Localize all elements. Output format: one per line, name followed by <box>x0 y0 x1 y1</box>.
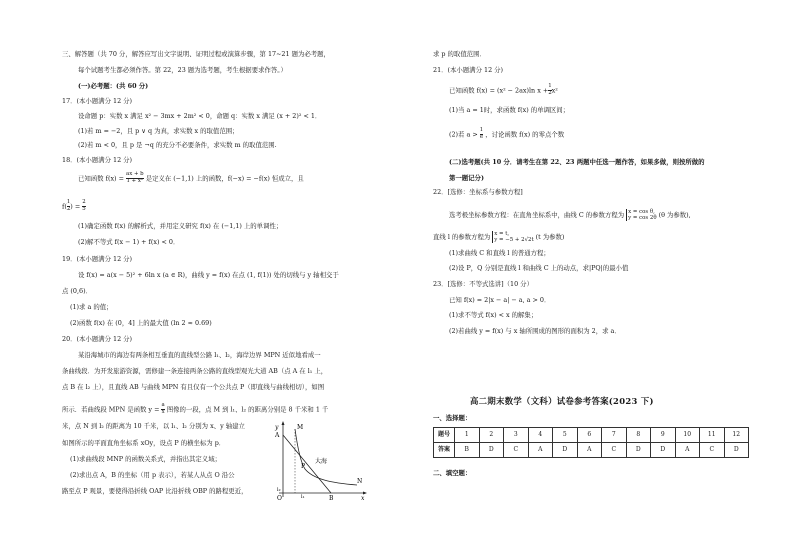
coordinate-figure <box>271 421 367 501</box>
q21-title: 21．(本小题满分 12 分) <box>433 66 504 74</box>
q18-cond-num2: 2 <box>82 199 86 205</box>
q20-fraction <box>161 403 164 416</box>
label-p: P <box>301 463 306 470</box>
q21-text <box>449 84 558 97</box>
table-cell-answer: A <box>577 443 602 458</box>
q20-part2-cont: 路至点 P 观景，要使得沿折线 OAP 比沿折线 OBP 的路程更近， <box>62 487 248 495</box>
right-column <box>397 0 794 549</box>
q18-title: 18．(本小题满分 12 分) <box>62 156 133 164</box>
q20-part2-end: 求 p 的取值范围． <box>433 50 486 58</box>
q19-part1: (1)求 a 的值； <box>70 303 113 311</box>
q18-cond-num: 1 <box>66 199 71 205</box>
q17-part2: (2)若 m < 0，且 p 是 ¬q 的充分不必要条件，求实数 m 的取值范围. <box>78 141 277 149</box>
optional-header: (二)选考题(共 10 分．请考生在第 22、23 两题中任选一题作答，如果多做，则按所做的 <box>449 158 705 166</box>
q22-line1-b: (θ 为参数), <box>658 211 691 220</box>
q20-line4 <box>62 403 328 416</box>
q20-frac-num: a <box>161 402 165 408</box>
q20-part1: (1)求曲线段 MNP 的函数关系式，并指出其定义域； <box>70 455 221 463</box>
q18-text-a: 已知函数 f(x) = <box>78 174 124 183</box>
label-n: N <box>357 478 363 485</box>
q19-part2: (2)函数 f(x) 在 (0，4] 上的最大值 (ln 2 ≈ 0.69) <box>70 319 212 327</box>
q22-line2-a: 直线 l 的参数方程为 <box>433 233 491 242</box>
answer-table-header-label: 题号 <box>434 428 455 443</box>
q22-line1 <box>449 209 691 221</box>
q18-condition <box>62 200 86 213</box>
q18-part2: (2)解不等式 f(x − 1) + f(x) < 0． <box>78 238 180 246</box>
q18-cond-a: f( <box>62 202 67 211</box>
q17-part1: (1)若 m = −2，且 p ∨ q 为真，求实数 x 的取值范围； <box>78 127 239 135</box>
q22-title: 22．[选修：坐标系与参数方程] <box>433 188 523 196</box>
q17-title: 17．(本小题满分 12 分) <box>62 97 133 105</box>
q20-line5: 米，点 N 到 l₂ 的距离为 10 千米，以 l₁、l₂ 分别为 x、y 轴建立 <box>62 422 245 430</box>
label-m: M <box>297 424 304 431</box>
q21-part2-fraction <box>480 128 483 141</box>
q21-part2-b: ，讨论函数 f(x) 的零点个数 <box>485 130 565 139</box>
q21-part2 <box>449 128 564 141</box>
q20-line2: 条曲线段．为开发旅游资源，需修建一条连接两条公路的直线型观光大道 AB（点 A 在 l₁ 上， <box>62 367 328 375</box>
q22-sys1: x = cos θ, <box>628 209 655 215</box>
table-cell-answer: D <box>553 443 578 458</box>
q22-line1-a: 选考极坐标参数方程：在直角坐标系中，曲线 C 的参数方程为 <box>449 211 625 220</box>
q22-sys3: x = t, <box>494 231 510 237</box>
q20-part2: (2)求出点 A，B 的坐标（用 p 表示），若某人从点 O 沿公 <box>70 471 235 479</box>
q20-title: 20．(本小题满分 12 分) <box>62 335 133 343</box>
q22-line-system <box>492 231 533 243</box>
q19-title: 19．(本小题满分 12 分) <box>62 255 133 263</box>
table-cell-answer: D <box>626 443 651 458</box>
q20-line1: 某沿海城市的海边有两条相互垂直的直线型公路 l₁、l₂，海岸边界 MPN 近似地看成一 <box>78 351 321 359</box>
label-l1: l₁ <box>301 494 305 500</box>
q21-part1: (1)当 a = 1时，求函数 f(x) 的单调区间； <box>449 106 570 114</box>
q21-part2-den: e <box>479 133 484 140</box>
table-cell-num: 6 <box>577 428 602 443</box>
q18-cond-frac2 <box>82 200 85 213</box>
q19-text-cont: 点 (0,6)． <box>62 287 92 295</box>
answer-table-answer-label: 答案 <box>434 443 455 458</box>
table-cell-num: 5 <box>553 428 578 443</box>
q20-line3: 点 B 在 l₂ 上），且直线 AB 与曲线 MPN 有且仅有一个公共点 P（即直线与曲线相切），如图 <box>62 383 325 391</box>
q23-part2: (2)若曲线 y = f(x) 与 x 轴所围成的图形的面积为 2，求 a． <box>449 327 621 335</box>
q19-text: 设 f(x) = a(x − 5)² + 6ln x (a ∈ R)，曲线 y = f(x) 在点 (1, f(1)) 处的切线与 y 轴相交于 <box>78 271 339 279</box>
table-cell-answer: A <box>528 443 553 458</box>
q21-text-a: 已知函数 f(x) = (x² − 2ax)ln x + <box>449 86 549 95</box>
coast-curve <box>295 429 357 485</box>
label-y: y <box>275 424 279 431</box>
q18-cond-b: ) = <box>70 202 81 211</box>
q21-part2-num: 1 <box>479 127 484 133</box>
answer-table-numbers-row <box>434 428 749 443</box>
q18-cond-den: 2 <box>66 205 71 212</box>
q23-title: 23．[选修：不等式选讲]（10 分） <box>433 280 533 288</box>
label-b: B <box>329 495 334 501</box>
q22-line2-b: (t 为参数) <box>535 233 565 242</box>
table-cell-num: 10 <box>675 428 700 443</box>
table-cell-answer: D <box>724 443 749 458</box>
q23-part1: (1)求不等式 f(x) < x 的解集； <box>449 311 538 319</box>
label-l2: l₂ <box>277 487 281 493</box>
table-cell-answer: B <box>455 443 480 458</box>
table-cell-num: 7 <box>602 428 627 443</box>
table-cell-num: 8 <box>626 428 651 443</box>
table-cell-answer: A <box>675 443 700 458</box>
table-cell-num: 1 <box>455 428 480 443</box>
q20-line6: 如图所示的平面直角坐标系 xOy，设点 P 的横坐标为 p． <box>62 439 226 447</box>
section3-header: 三、解答题（共 70 分，解答应写出文字说明、证明过程或演算步骤，第 17~21 题为必考题， <box>62 50 330 58</box>
y-axis-arrow <box>282 421 285 425</box>
q21-frac-den: 2 <box>548 89 552 96</box>
table-cell-num: 9 <box>651 428 676 443</box>
table-cell-num: 12 <box>724 428 749 443</box>
label-o: O <box>277 495 282 501</box>
q22-sys2: y = cos 2θ <box>628 215 657 222</box>
table-cell-num: 11 <box>700 428 725 443</box>
answer-section2: 二、填空题： <box>433 469 472 477</box>
q18-cond-den2: 5 <box>82 205 86 212</box>
table-cell-num: 2 <box>479 428 504 443</box>
q18-frac-den: 1 + x² <box>126 177 144 184</box>
q22-part2: (2)设 P，Q 分别是直线 l 和曲线 C 上的动点，求|PQ|的最小值 <box>449 264 629 272</box>
q22-curve-system <box>626 209 656 221</box>
table-cell-answer: C <box>700 443 725 458</box>
q22-part1: (1)求曲线 C 和直线 l 的普通方程； <box>449 249 550 257</box>
table-cell-num: 4 <box>528 428 553 443</box>
table-cell-answer: D <box>479 443 504 458</box>
q22-line2 <box>433 231 564 243</box>
answer-key-title: 高二期末数学（文科）试卷参考答案(2023 下) <box>470 396 654 406</box>
q20-frac-den: x <box>161 408 165 415</box>
q18-text <box>78 172 304 185</box>
label-sea: 大海 <box>315 458 328 465</box>
answer-section1: 一、选择题： <box>433 414 472 422</box>
q18-frac-num: ax + b <box>125 171 144 177</box>
q22-sys4: y = −5 + 2√2t <box>494 237 534 244</box>
answer-table-answers-row <box>434 443 749 458</box>
table-cell-num: 3 <box>504 428 529 443</box>
q18-part1: (1)确定函数 f(x) 的解析式，并用定义研究 f(x) 在 (−1,1) 上的单调性； <box>78 222 283 230</box>
answer-table <box>433 427 749 458</box>
table-cell-answer: C <box>602 443 627 458</box>
optional-header-cont: 第一题记分) <box>449 174 484 182</box>
q23-text: 已知 f(x) = 2|x − a| − a, a > 0． <box>449 296 551 304</box>
q21-part2-a: (2)若 a > <box>449 130 478 139</box>
required-title: (一)必考题：(共 60 分) <box>78 82 149 90</box>
q20-line4-b: 图像的一段，点 M 到 l₁、l₂ 的距离分别是 8 千米和 1 千 <box>166 405 329 414</box>
table-cell-answer: D <box>651 443 676 458</box>
q17-text: 设命题 p：实数 x 满足 x² − 3mx + 2m² < 0，命题 q：实数 x 满足 (x + 2)² < 1． <box>78 112 322 120</box>
q20-line4-a: 所示．若曲线段 MPN 是函数 y = <box>62 405 160 414</box>
label-a: A <box>275 432 280 439</box>
q21-frac-num: 1 <box>548 83 552 89</box>
label-x: x <box>361 495 365 501</box>
section3-header-cont: 每个试题考生都必须作答。第 22，23 题为选考题，考生根据要求作答。） <box>78 66 287 74</box>
q21-text-b: x² <box>551 86 558 95</box>
table-cell-answer: C <box>504 443 529 458</box>
q18-text-b: 是定义在 (−1,1) 上的函数，f(−x) = −f(x) 恒成立，且 <box>145 174 304 183</box>
q18-fraction <box>126 172 144 185</box>
